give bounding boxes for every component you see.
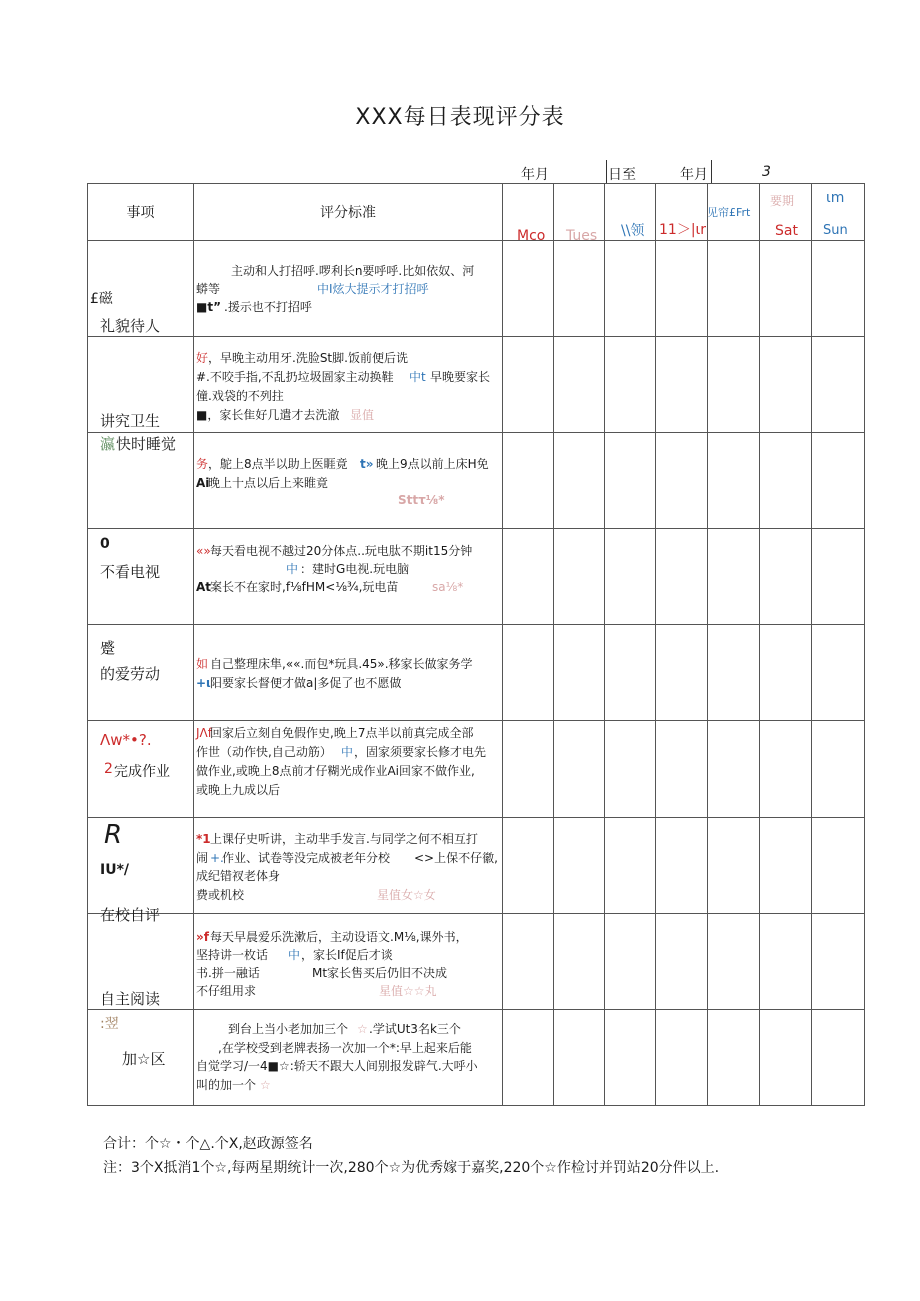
score-cell[interactable] bbox=[812, 914, 865, 1010]
score-cell[interactable] bbox=[554, 337, 605, 433]
criteria-cell: 如 自己整理床隼,««.而包*玩具.45».移家长做家务学 +ι 阳要家长督便才做a|多促了也不愿做 bbox=[194, 625, 503, 721]
header-fri: 见帘£Frt bbox=[708, 184, 760, 241]
score-cell[interactable] bbox=[656, 433, 708, 529]
score-cell[interactable] bbox=[760, 1010, 812, 1106]
score-cell[interactable] bbox=[708, 1010, 760, 1106]
day-to-label: 日至 bbox=[608, 167, 636, 183]
score-cell[interactable] bbox=[708, 433, 760, 529]
criteria-cell: 务 ，鴕上8点半以助上医睚竟 t» 晚上9点以前上床H免 Ai 晚上十点以后上来睢竟 Sttτ⅛* bbox=[194, 433, 503, 529]
criteria-cell: JΛf 回家后立刻自免假作史,晚上7点半以前真完成全部 作世（动作快,自己动筋） 中 ，固家须要家长修才电先 做作业,或晚上8点前才仔糊光成作业Ai回家不做作业, 或晚上九成以后 bbox=[194, 721, 503, 818]
page-title: XXX每日表现评分表 bbox=[355, 105, 565, 130]
table-row bbox=[88, 241, 865, 337]
table-row bbox=[88, 818, 865, 914]
score-cell[interactable] bbox=[503, 721, 554, 818]
score-cell[interactable] bbox=[760, 721, 812, 818]
score-cell[interactable] bbox=[605, 433, 656, 529]
header-tue: Tues bbox=[554, 184, 605, 241]
score-cell[interactable] bbox=[503, 337, 554, 433]
score-cell[interactable] bbox=[760, 625, 812, 721]
score-cell[interactable] bbox=[503, 914, 554, 1010]
criteria-cell: 好 ，早晚主动用牙.洗脸St脚.饭前便后诜 #.不咬手指,不乱扔垃圾圄家主动换鞋 中t 早晚要家长 僮.戏袋的不列拄 ■，家长隹好几遣才去洗澈 显值 bbox=[194, 337, 503, 433]
criteria-cell: »f 每天早晨爱乐洗漱后，主动设语文.M⅛,课外书， 坚持讲一枚话 中 ，家长If促后才谈 书.拼一融话 Mt家长售买后仍旧不决成 不仔组用求 星值☆☆丸 bbox=[194, 914, 503, 1010]
header-thu: 11＞|ιr bbox=[656, 184, 708, 241]
score-cell[interactable] bbox=[760, 914, 812, 1010]
score-cell[interactable] bbox=[656, 914, 708, 1010]
score-cell[interactable] bbox=[605, 337, 656, 433]
score-cell[interactable] bbox=[760, 529, 812, 625]
score-cell[interactable] bbox=[760, 818, 812, 914]
score-cell[interactable] bbox=[708, 337, 760, 433]
header-sun: ιm Sun bbox=[812, 184, 865, 241]
score-cell[interactable] bbox=[503, 1010, 554, 1106]
score-cell[interactable] bbox=[656, 241, 708, 337]
criteria-cell: 到台上当小老加加三个 ☆ .学试Ut3名k三个 ,在学校受到老牌表扬一次加一个*:早上起来后能 自觉学习/一4■☆:轿天不跟大人间别报发辟气.大呼小 叫的加一个 ☆ bbox=[194, 1010, 503, 1106]
score-cell[interactable] bbox=[605, 529, 656, 625]
table-row bbox=[88, 337, 865, 433]
score-cell[interactable] bbox=[605, 241, 656, 337]
score-table bbox=[87, 183, 865, 1106]
header-row bbox=[88, 184, 865, 241]
score-cell[interactable] bbox=[554, 625, 605, 721]
header-item: 事项 bbox=[88, 184, 194, 241]
score-cell[interactable] bbox=[812, 337, 865, 433]
score-cell[interactable] bbox=[812, 625, 865, 721]
criteria-cell: *1 上课仔史听讲，主动芈手发言.与同学之何不相互打 闹 +. 作业、试卷等没完成被老年分校 <>上保不仔徽, 成纪错衩老体身 费或机校 星值女☆女 bbox=[194, 818, 503, 914]
date-separator bbox=[606, 160, 607, 184]
score-cell[interactable] bbox=[656, 337, 708, 433]
score-cell[interactable] bbox=[708, 529, 760, 625]
year-month-label: 年月 bbox=[521, 167, 549, 183]
score-cell[interactable] bbox=[656, 529, 708, 625]
score-cell[interactable] bbox=[656, 1010, 708, 1106]
score-cell[interactable] bbox=[554, 1010, 605, 1106]
date-row bbox=[0, 160, 920, 184]
score-cell[interactable] bbox=[656, 625, 708, 721]
score-cell[interactable] bbox=[554, 433, 605, 529]
year-month-label-2: 年月 bbox=[680, 167, 708, 183]
score-cell[interactable] bbox=[503, 433, 554, 529]
item-cell: 蹙 的爱劳动 bbox=[88, 625, 194, 721]
score-cell[interactable] bbox=[554, 529, 605, 625]
score-cell[interactable] bbox=[812, 433, 865, 529]
score-cell[interactable] bbox=[760, 433, 812, 529]
score-cell[interactable] bbox=[503, 625, 554, 721]
table-row bbox=[88, 529, 865, 625]
score-cell[interactable] bbox=[503, 818, 554, 914]
score-cell[interactable] bbox=[812, 818, 865, 914]
date-number: 3 bbox=[762, 164, 771, 180]
score-cell[interactable] bbox=[708, 914, 760, 1010]
item-cell: 0 不看电视 bbox=[88, 529, 194, 625]
table-row bbox=[88, 1010, 865, 1106]
criteria-cell: 主动和人打招呼.啰利长n要呼呼.比如依奴、河 蟒等 中I炫大提示才打招呼 ■t” .援示也不打招呼 bbox=[194, 241, 503, 337]
score-cell[interactable] bbox=[708, 241, 760, 337]
score-cell[interactable] bbox=[605, 721, 656, 818]
footer-note: 注：3个X抵消1个☆,每两星期统计一次,280个☆为优秀嫁于嘉奖,220个☆作检讨并罚站20分件以上. bbox=[103, 1160, 720, 1176]
criteria-cell: «» 每天看电视不越过20分体点..玩电肽不期it15分钟 中 ：建时G电视.玩电脑 At 案长不在家时,f⅛fHM<⅛¾,玩电苗 sa⅛* bbox=[194, 529, 503, 625]
table-row bbox=[88, 625, 865, 721]
score-cell[interactable] bbox=[554, 914, 605, 1010]
score-cell[interactable] bbox=[605, 1010, 656, 1106]
date-separator bbox=[711, 160, 712, 184]
score-cell[interactable] bbox=[503, 241, 554, 337]
score-cell[interactable] bbox=[554, 818, 605, 914]
header-criteria: 评分标准 bbox=[194, 184, 503, 241]
footer-total: 合计：个☆・个△.个X,赵政源签名 bbox=[103, 1136, 313, 1152]
item-cell: 自主阅读 bbox=[88, 914, 194, 1010]
score-cell[interactable] bbox=[812, 721, 865, 818]
score-cell[interactable] bbox=[708, 818, 760, 914]
score-cell[interactable] bbox=[503, 529, 554, 625]
item-cell: :翌 加☆区 bbox=[88, 1010, 194, 1106]
item-cell: R IU*/ 在校自评 bbox=[88, 818, 194, 914]
score-cell[interactable] bbox=[554, 721, 605, 818]
item-cell: £磁 礼貌待人 bbox=[88, 241, 194, 337]
score-cell[interactable] bbox=[812, 529, 865, 625]
header-sat: 要期 Sat bbox=[760, 184, 812, 241]
score-cell[interactable] bbox=[656, 721, 708, 818]
score-cell[interactable] bbox=[605, 818, 656, 914]
score-cell[interactable] bbox=[605, 625, 656, 721]
score-cell[interactable] bbox=[812, 241, 865, 337]
score-cell[interactable] bbox=[656, 818, 708, 914]
header-mon: Mco bbox=[503, 184, 554, 241]
table-row bbox=[88, 914, 865, 1010]
item-cell: 讲究卫生 bbox=[88, 337, 194, 433]
score-cell[interactable] bbox=[760, 337, 812, 433]
header-wed: \\领 bbox=[605, 184, 656, 241]
score-cell[interactable] bbox=[605, 914, 656, 1010]
table-row bbox=[88, 433, 865, 529]
table-row bbox=[88, 721, 865, 818]
item-cell: 瀛 快时睡觉 bbox=[88, 433, 194, 529]
score-cell[interactable] bbox=[554, 241, 605, 337]
score-cell[interactable] bbox=[760, 241, 812, 337]
item-cell: Λw*•?. 2 完成作业 bbox=[88, 721, 194, 818]
score-cell[interactable] bbox=[708, 625, 760, 721]
score-cell[interactable] bbox=[812, 1010, 865, 1106]
score-cell[interactable] bbox=[708, 721, 760, 818]
